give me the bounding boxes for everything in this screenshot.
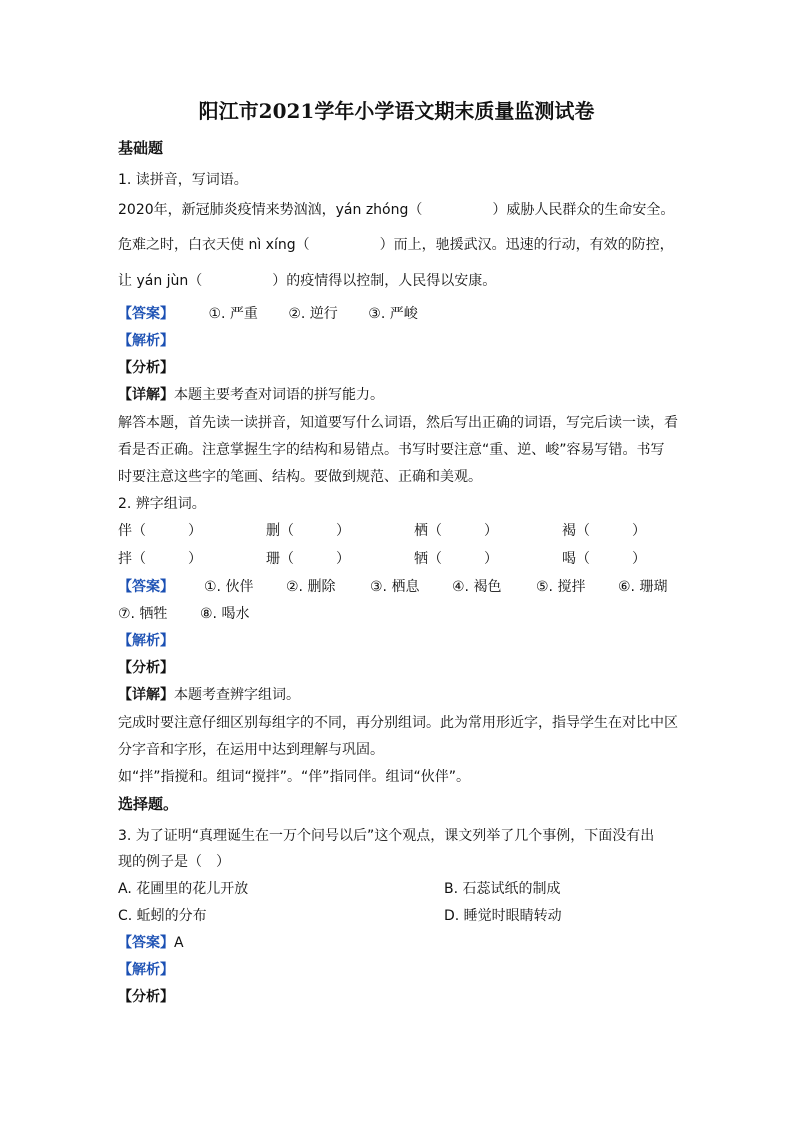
detail-tag: 【详解】 <box>118 687 174 703</box>
q2-answer: ③. 栖息 <box>370 579 420 595</box>
q2-para3: 如“拌”指搅和。组词“搅拌”。“伴”指同伴。组词“伙伴”。 <box>118 769 471 785</box>
q2-answer: ⑤. 搅拌 <box>536 579 586 595</box>
q1-line2: 危难之时，白衣天使 nì xíng（ ）而上，驰援武汉。迅速的行动，有效的防控， <box>118 237 674 253</box>
q2-stem: 2. 辨字组词。 <box>118 496 206 512</box>
q2-detail <box>118 685 300 705</box>
q2-item: 褐（ ） <box>562 523 646 539</box>
q2-answer: ⑦. 牺牲 <box>118 606 168 622</box>
q1-detail-text: 本题主要考查对词语的拼写能力。 <box>174 387 384 403</box>
q3-option-c: C. 蚯蚓的分布 <box>118 908 207 924</box>
page-title: 阳江市2021学年小学语文期末质量监测试卷 <box>198 99 595 123</box>
q2-item: 拌（ ） <box>118 551 202 567</box>
section-choice: 选择题。 <box>118 795 179 813</box>
q1-answer-row <box>118 304 418 324</box>
q2-item: 栖（ ） <box>414 523 498 539</box>
q3-stem-2: 现的例子是（ ） <box>118 854 230 870</box>
q1-line1: 2020年，新冠肺炎疫情来势汹汹，yán zhóng（ ）威胁人民群众的生命安全。 <box>118 202 675 218</box>
section-basic: 基础题 <box>118 139 164 157</box>
q3-answer-row <box>118 933 184 953</box>
q2-item: 牺（ ） <box>414 551 498 567</box>
answer-tag: 【答案】 <box>118 579 174 595</box>
q1-line3: 让 yán jùn（ ）的疫情得以控制，人民得以安康。 <box>118 273 497 289</box>
q1-jiexi-tag: 【解析】 <box>118 333 174 349</box>
q1-para2: 看是否正确。注意掌握生字的结构和易错点。书写时要注意“重、逆、峻”容易写错。书写 <box>118 442 665 458</box>
q3-answer: A <box>174 935 184 951</box>
q2-answer: ②. 删除 <box>286 579 336 595</box>
q1-answer-1: ①. 严重 <box>208 306 258 322</box>
q3-option-a: A. 花圃里的花儿开放 <box>118 881 249 897</box>
q2-answer: ④. 褐色 <box>452 579 502 595</box>
answer-tag: 【答案】 <box>118 935 174 951</box>
detail-tag: 【详解】 <box>118 387 174 403</box>
q1-answer-2: ②. 逆行 <box>288 306 338 322</box>
q2-answer: ⑥. 珊瑚 <box>618 579 668 595</box>
q3-stem-1: 3. 为了证明“真理诞生在一万个问号以后”这个观点，课文列举了几个事例，下面没有出 <box>118 828 655 844</box>
q1-para3: 时要注意这些字的笔画、结构。要做到规范、正确和美观。 <box>118 469 482 485</box>
q2-item: 珊（ ） <box>266 551 350 567</box>
q2-para1: 完成时要注意仔细区别每组字的不同，再分别组词。此为常用形近字，指导学生在对比中区 <box>118 715 678 731</box>
q3-option-d: D. 睡觉时眼睛转动 <box>444 908 562 924</box>
q1-answer-3: ③. 严峻 <box>368 306 418 322</box>
q2-item: 伴（ ） <box>118 523 202 539</box>
q3-option-b: B. 石蕊试纸的制成 <box>444 881 561 897</box>
q1-para1: 解答本题，首先读一读拼音，知道要写什么词语，然后写出正确的词语，写完后读一读，看 <box>118 415 678 431</box>
q2-fenxi-tag: 【分析】 <box>118 660 174 676</box>
q1-detail <box>118 385 384 405</box>
answer-tag: 【答案】 <box>118 306 174 322</box>
q2-item: 喝（ ） <box>562 551 646 567</box>
q1-stem: 1. 读拼音，写词语。 <box>118 172 248 188</box>
q2-detail-text: 本题考查辨字组词。 <box>174 687 300 703</box>
q2-para2: 分字音和字形，在运用中达到理解与巩固。 <box>118 742 384 758</box>
q3-jiexi-tag: 【解析】 <box>118 962 174 978</box>
q2-item: 删（ ） <box>266 523 350 539</box>
q2-answer: ⑧. 喝水 <box>200 606 250 622</box>
q1-fenxi-tag: 【分析】 <box>118 360 174 376</box>
q2-answer: ①. 伙伴 <box>204 579 254 595</box>
q2-jiexi-tag: 【解析】 <box>118 633 174 649</box>
q3-fenxi-tag: 【分析】 <box>118 989 174 1005</box>
